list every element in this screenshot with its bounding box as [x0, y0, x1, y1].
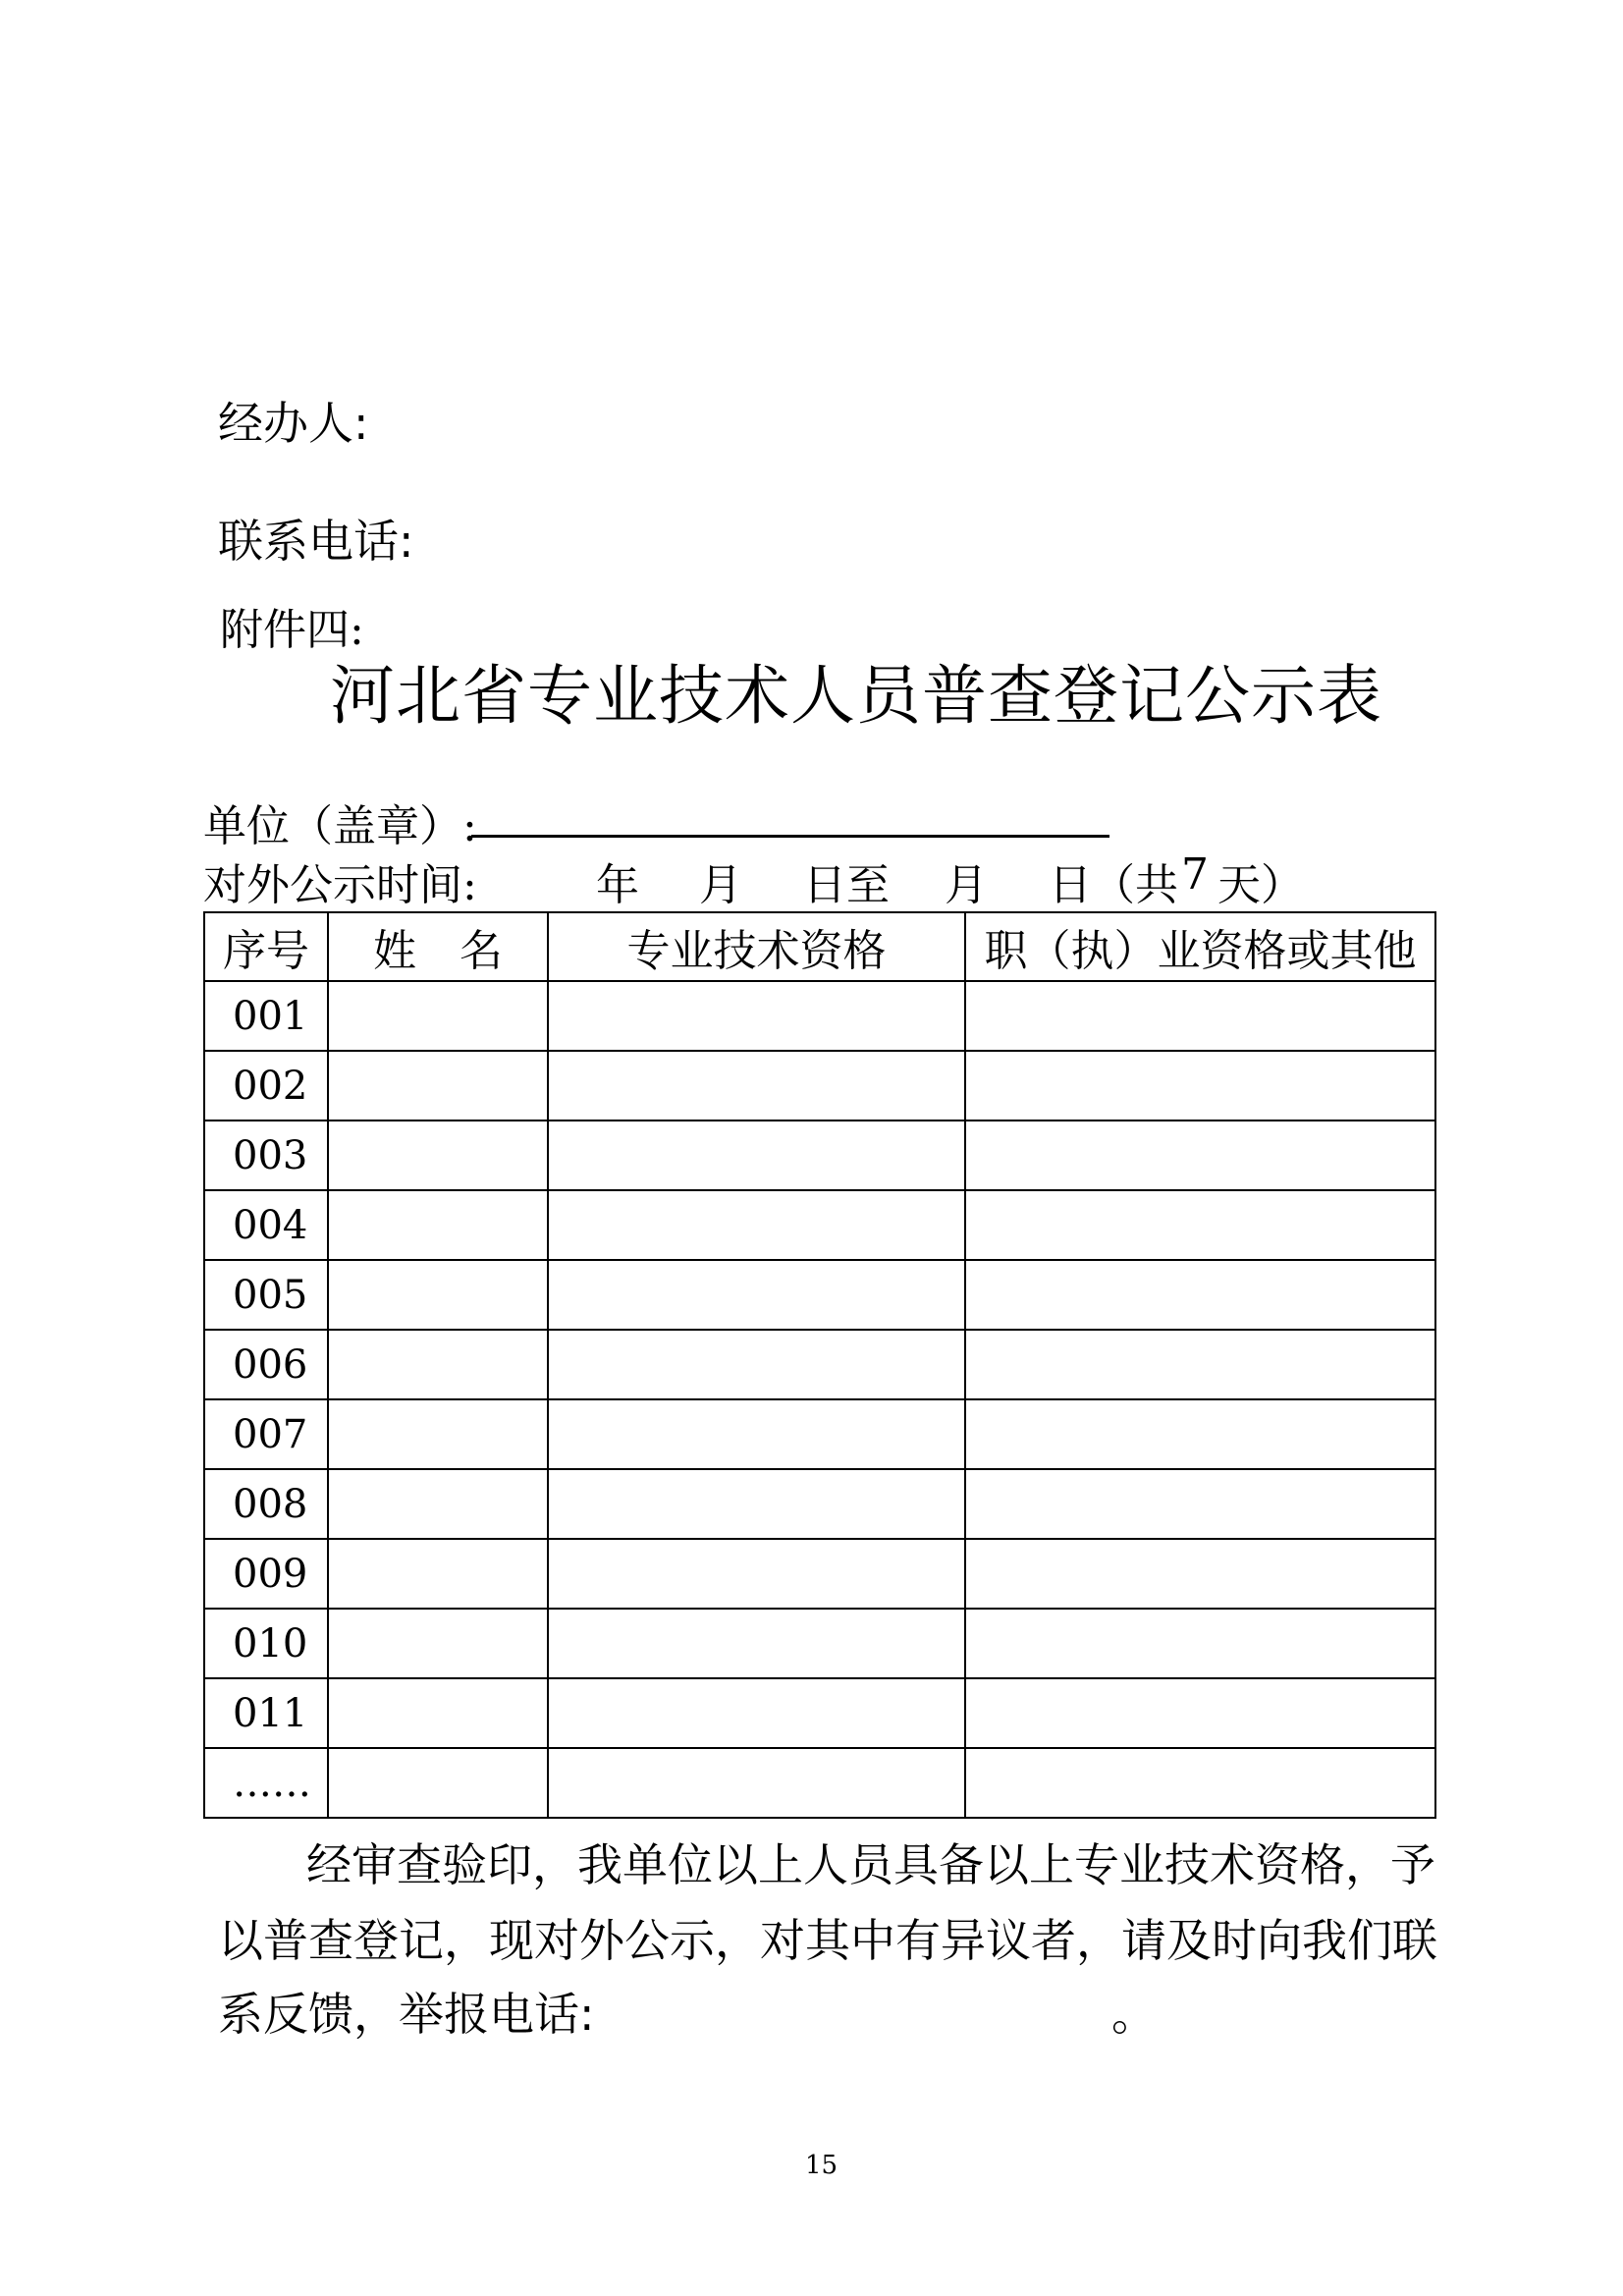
unit-label: 单位（盖章）: — [203, 801, 477, 851]
row-seq-cell: 001 — [204, 981, 328, 1051]
vocational-qualification-cell[interactable] — [965, 1539, 1435, 1609]
professional-qualification-cell[interactable] — [548, 1748, 965, 1818]
date-day-end: 日（共 — [1049, 860, 1178, 910]
row-seq-cell: 007 — [204, 1399, 328, 1469]
name-cell[interactable] — [328, 1190, 548, 1260]
name-cell[interactable] — [328, 1609, 548, 1678]
table-row — [204, 1748, 1435, 1818]
vocational-qualification-cell[interactable] — [965, 981, 1435, 1051]
name-cell[interactable] — [328, 981, 548, 1051]
professional-qualification-cell[interactable] — [548, 1678, 965, 1748]
vocational-qualification-cell[interactable] — [965, 1609, 1435, 1678]
table-row — [204, 1260, 1435, 1330]
row-seq-cell: 002 — [204, 1051, 328, 1121]
professional-qualification-cell[interactable] — [548, 1330, 965, 1399]
notice-line-3: 系反馈，举报电话: — [218, 1988, 595, 2041]
vocational-qualification-cell[interactable] — [965, 1121, 1435, 1190]
vocational-qualification-cell[interactable] — [965, 1748, 1435, 1818]
phone-label: 联系电话: — [218, 515, 414, 568]
vocational-qualification-cell[interactable] — [965, 1678, 1435, 1748]
date-month-start: 月 — [699, 860, 742, 910]
name-cell[interactable] — [328, 1678, 548, 1748]
row-seq-cell: 003 — [204, 1121, 328, 1190]
professional-qualification-cell[interactable] — [548, 981, 965, 1051]
professional-qualification-cell[interactable] — [548, 1260, 965, 1330]
date-year: 年 — [596, 860, 639, 910]
name-cell[interactable] — [328, 1399, 548, 1469]
page-number: 15 — [805, 2151, 839, 2180]
professional-qualification-cell[interactable] — [548, 1190, 965, 1260]
notice-line-1: 经审查验印，我单位以上人员具备以上专业技术资格，予 — [306, 1838, 1435, 1891]
vocational-qualification-cell[interactable] — [965, 1330, 1435, 1399]
date-days-count: 7 — [1181, 849, 1209, 900]
table-header-row — [204, 912, 1435, 981]
table-row — [204, 1330, 1435, 1399]
table-row — [204, 981, 1435, 1051]
professional-qualification-cell[interactable] — [548, 1051, 965, 1121]
name-cell[interactable] — [328, 1748, 548, 1818]
row-seq-cell: 011 — [204, 1678, 328, 1748]
name-cell[interactable] — [328, 1260, 548, 1330]
date-day-to: 日至 — [803, 860, 890, 910]
vocational-qualification-cell[interactable] — [965, 1051, 1435, 1121]
date-month-end: 月 — [945, 860, 988, 910]
table-row — [204, 1121, 1435, 1190]
table-row — [204, 1190, 1435, 1260]
table-row — [204, 1539, 1435, 1609]
vocational-qualification-cell[interactable] — [965, 1399, 1435, 1469]
date-days-end: 天） — [1217, 860, 1304, 910]
professional-qualification-cell[interactable] — [548, 1539, 965, 1609]
handler-label: 经办人: — [218, 397, 369, 450]
table-row — [204, 1678, 1435, 1748]
notice-line-2: 以普查登记，现对外公示，对其中有异议者，请及时向我们联 — [218, 1914, 1437, 1967]
professional-qualification-cell[interactable] — [548, 1609, 965, 1678]
professional-qualification-cell[interactable] — [548, 1399, 965, 1469]
name-cell[interactable] — [328, 1469, 548, 1539]
header-vocational-qualification: 职（执）业资格或其他 — [965, 912, 1435, 981]
table-row — [204, 1609, 1435, 1678]
row-seq-cell: 008 — [204, 1469, 328, 1539]
page-title: 河北省专业技术人员普查登记公示表 — [330, 658, 1382, 734]
table-row — [204, 1051, 1435, 1121]
attachment-label: 附件四: — [220, 605, 364, 655]
vocational-qualification-cell[interactable] — [965, 1260, 1435, 1330]
header-professional-qualification: 专业技术资格 — [548, 912, 965, 981]
row-seq-cell: 006 — [204, 1330, 328, 1399]
header-seq: 序号 — [204, 912, 328, 981]
header-name: 姓 名 — [328, 912, 548, 981]
row-seq-cell: 010 — [204, 1609, 328, 1678]
vocational-qualification-cell[interactable] — [965, 1190, 1435, 1260]
row-seq-cell: …… — [204, 1748, 328, 1818]
vocational-qualification-cell[interactable] — [965, 1469, 1435, 1539]
time-label: 对外公示时间: — [203, 860, 477, 910]
row-seq-cell: 009 — [204, 1539, 328, 1609]
table-row — [204, 1399, 1435, 1469]
unit-underline — [471, 835, 1109, 838]
professional-qualification-cell[interactable] — [548, 1121, 965, 1190]
row-seq-cell: 005 — [204, 1260, 328, 1330]
name-cell[interactable] — [328, 1330, 548, 1399]
name-cell[interactable] — [328, 1121, 548, 1190]
roster-table — [203, 911, 1436, 1819]
table-row — [204, 1469, 1435, 1539]
name-cell[interactable] — [328, 1051, 548, 1121]
name-cell[interactable] — [328, 1539, 548, 1609]
notice-end-mark: 。 — [1111, 1988, 1157, 2041]
professional-qualification-cell[interactable] — [548, 1469, 965, 1539]
row-seq-cell: 004 — [204, 1190, 328, 1260]
